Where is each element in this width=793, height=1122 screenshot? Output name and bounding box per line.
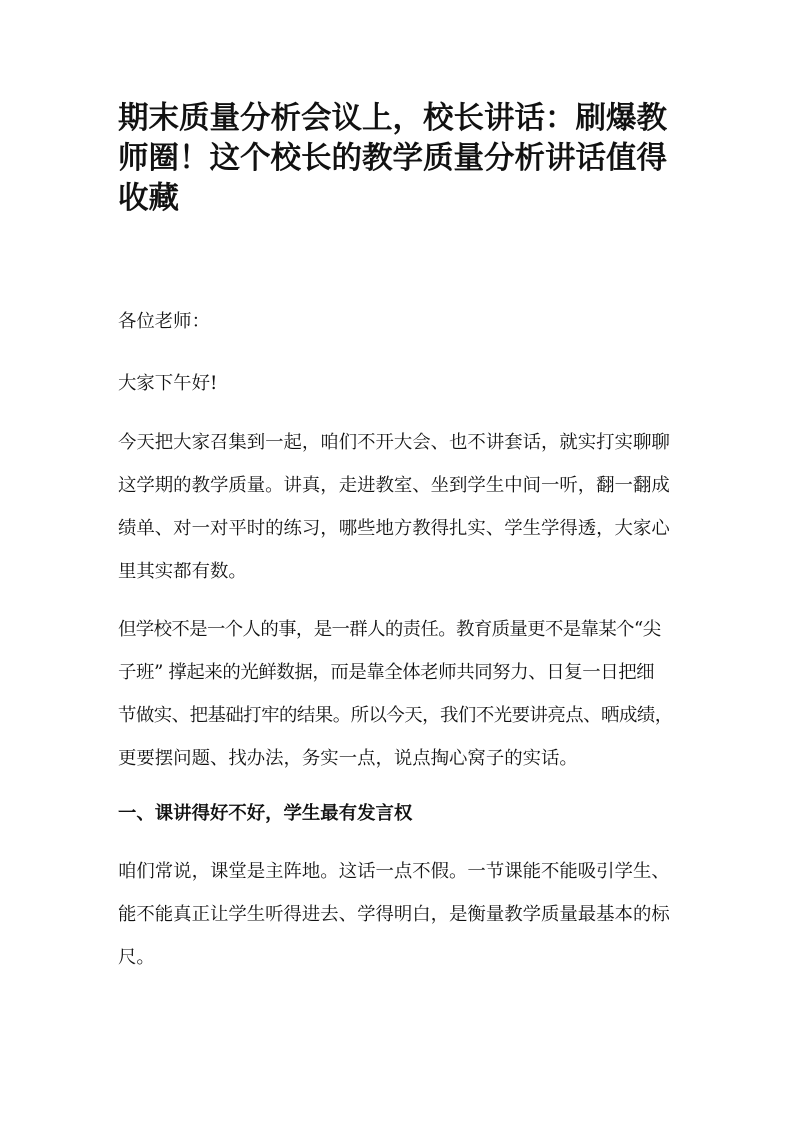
text-line: 这学期的教学质量。讲真，走进教室、坐到学生中间一听，翻一翻成 [118, 475, 670, 496]
text-line: 但学校不是一个人的事，是一群人的责任。教育质量更不是靠某个“尖 [118, 619, 661, 640]
title-line: 期末质量分析会议上，校长讲话：刷爆教 [118, 101, 667, 136]
text-line: 能不能真正让学生听得进去、学得明白，是衡量教学质量最基本的标 [118, 904, 670, 925]
text-line: 里其实都有数。 [118, 561, 247, 582]
title-line: 收藏 [118, 181, 179, 216]
text-line: 节做实、把基础打牢的结果。所以今天，我们不光要讲亮点、晒成绩， [118, 705, 673, 726]
text-line: 今天把大家召集到一起，咱们不开大会、也不讲套话，就实打实聊聊 [118, 432, 670, 453]
salutation: 大家下午好! [118, 373, 218, 394]
text-line: 绩单、对一对平时的练习，哪些地方教得扎实、学生学得透，大家心 [118, 518, 670, 539]
greeting: 各位老师： [118, 311, 210, 332]
section-heading: 一、课讲得好不好，学生最有发言权 [118, 803, 413, 824]
text-line: 尺。 [118, 947, 155, 968]
text-line: 更要摆问题、找办法，务实一点，说点掏心窝子的实话。 [118, 748, 578, 769]
title-line: 师圈！这个校长的教学质量分析讲话值得 [118, 141, 667, 176]
text-line: 子班” 撑起来的光鲜数据，而是靠全体老师共同努力、日复一日把细 [118, 662, 655, 683]
text-line: 咱们常说，课堂是主阵地。这话一点不假。一节课能不能吸引学生、 [118, 861, 670, 882]
